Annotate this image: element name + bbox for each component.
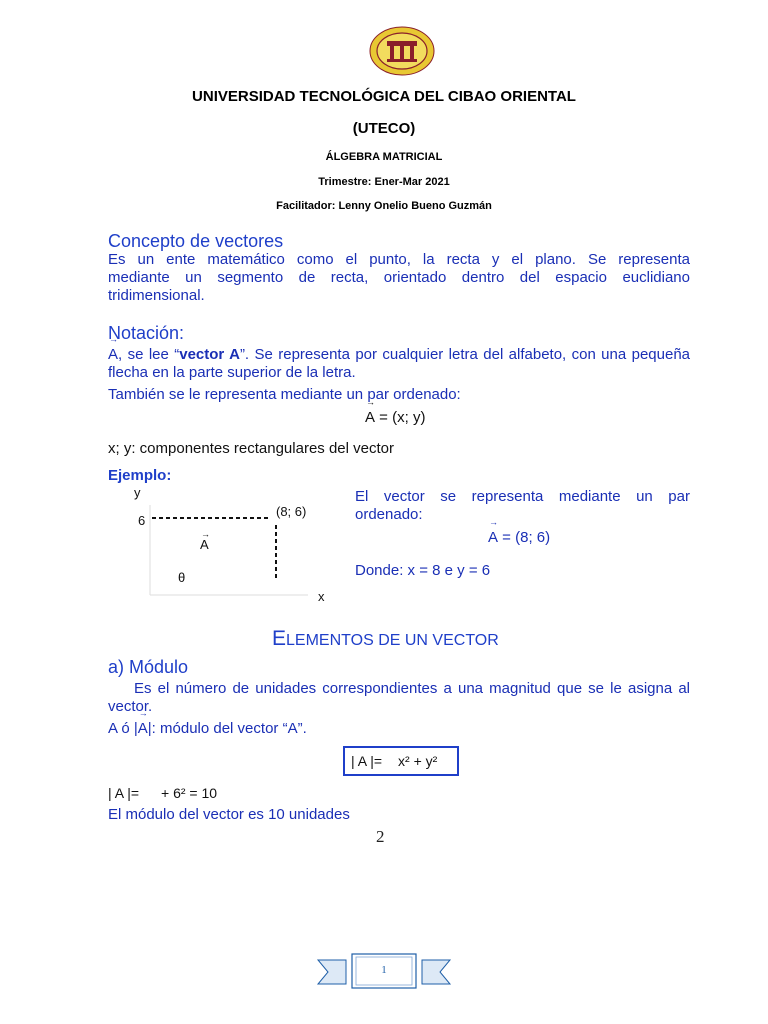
- graph-y-axis-label: y: [134, 485, 141, 500]
- facilitator-info: Facilitador: Lenny Onelio Bueno Guzmán: [276, 200, 492, 212]
- vector-symbol: → A: [108, 346, 118, 364]
- formula-rest: = (x; y): [375, 409, 426, 426]
- modulo-title: a) Módulo: [108, 657, 189, 677]
- vector-symbol: → A: [488, 529, 498, 546]
- graph-angle-label: θ: [178, 570, 186, 585]
- university-name: UNIVERSIDAD TECNOLÓGICA DEL CIBAO ORIENTAL: [192, 88, 576, 105]
- university-abbreviation: (UTECO): [352, 120, 416, 137]
- modulus-result: El módulo del vector es 10 unidades: [108, 806, 350, 820]
- modulo-definition: [108, 720, 307, 737]
- concept-line: mediante un segmento de recta, orientado dentro del espacio euclidiano: [108, 269, 690, 286]
- box-formula-left: | A |=: [351, 753, 383, 769]
- modulus-calculation: [108, 785, 217, 801]
- concept-paragraph: [108, 251, 690, 305]
- elements-title-rest: LEMENTOS DE UN VECTOR: [286, 632, 499, 649]
- notation-title: Notación:: [108, 323, 185, 343]
- elements-title: [272, 627, 499, 651]
- modulo-def-a: A ó |: [108, 720, 138, 737]
- notation-bold: vector A: [179, 346, 240, 363]
- concept-line: tridimensional.: [108, 287, 205, 304]
- modulo-def-b: |: módulo del vector “A”.: [147, 720, 307, 737]
- graph-x-axis-label: x: [318, 589, 325, 604]
- example-text: El vector se representa mediante un par ordenado:: [355, 488, 690, 523]
- formula-rest: = (8; 6): [498, 529, 551, 546]
- notation-text-a: , se lee “: [118, 346, 180, 363]
- graph-vector-arrow-icon: →: [201, 529, 210, 539]
- university-seal-logo: [369, 26, 435, 76]
- concept-title: Concepto de vectores: [108, 231, 284, 251]
- example-where: Donde: x = 8 e y = 6: [355, 562, 491, 579]
- example-formula: [488, 529, 550, 546]
- components-text: x; y: componentes rectangulares del vector: [108, 440, 394, 457]
- graph-vector-label: A: [200, 537, 209, 552]
- notation-ordered-pair-text: También se le representa mediante un par ordenado:: [108, 386, 461, 403]
- notation-formula: [365, 409, 425, 426]
- modulo-text: [108, 680, 690, 716]
- vector-graph: [130, 485, 340, 607]
- vector-symbol: → A: [138, 720, 148, 737]
- vector-symbol: → A: [365, 409, 375, 426]
- graph-point-label: (8; 6): [276, 504, 307, 519]
- page-number: 1: [381, 964, 387, 976]
- graph-y-tick-label: 6: [138, 513, 146, 528]
- elements-title-initial: E: [272, 627, 287, 650]
- course-name: ÁLGEBRA MATRICIAL: [325, 151, 443, 163]
- concept-line: Es un ente matemático como el punto, la recta y el plano. Se representa: [108, 251, 690, 268]
- notation-paragraph: [108, 346, 690, 382]
- box-formula-right: x² + y²: [398, 753, 438, 769]
- example-title: Ejemplo:: [108, 467, 172, 484]
- modulus-formula-box: [343, 746, 459, 776]
- calc-right: + 6² = 10: [161, 785, 218, 801]
- calc-left: | A |=: [108, 785, 140, 801]
- term-info: Trimestre: Ener-Mar 2021: [318, 176, 450, 188]
- inner-page-number: 2: [376, 827, 385, 846]
- notation-text-b: ”. Se representa por cualquier letra del alfabeto, con una pequeña flecha en la parte superior de la letra.: [108, 346, 691, 381]
- modulo-text-body: Es el número de unidades correspondientes a una magnitud que se le asigna al vector.: [108, 680, 690, 715]
